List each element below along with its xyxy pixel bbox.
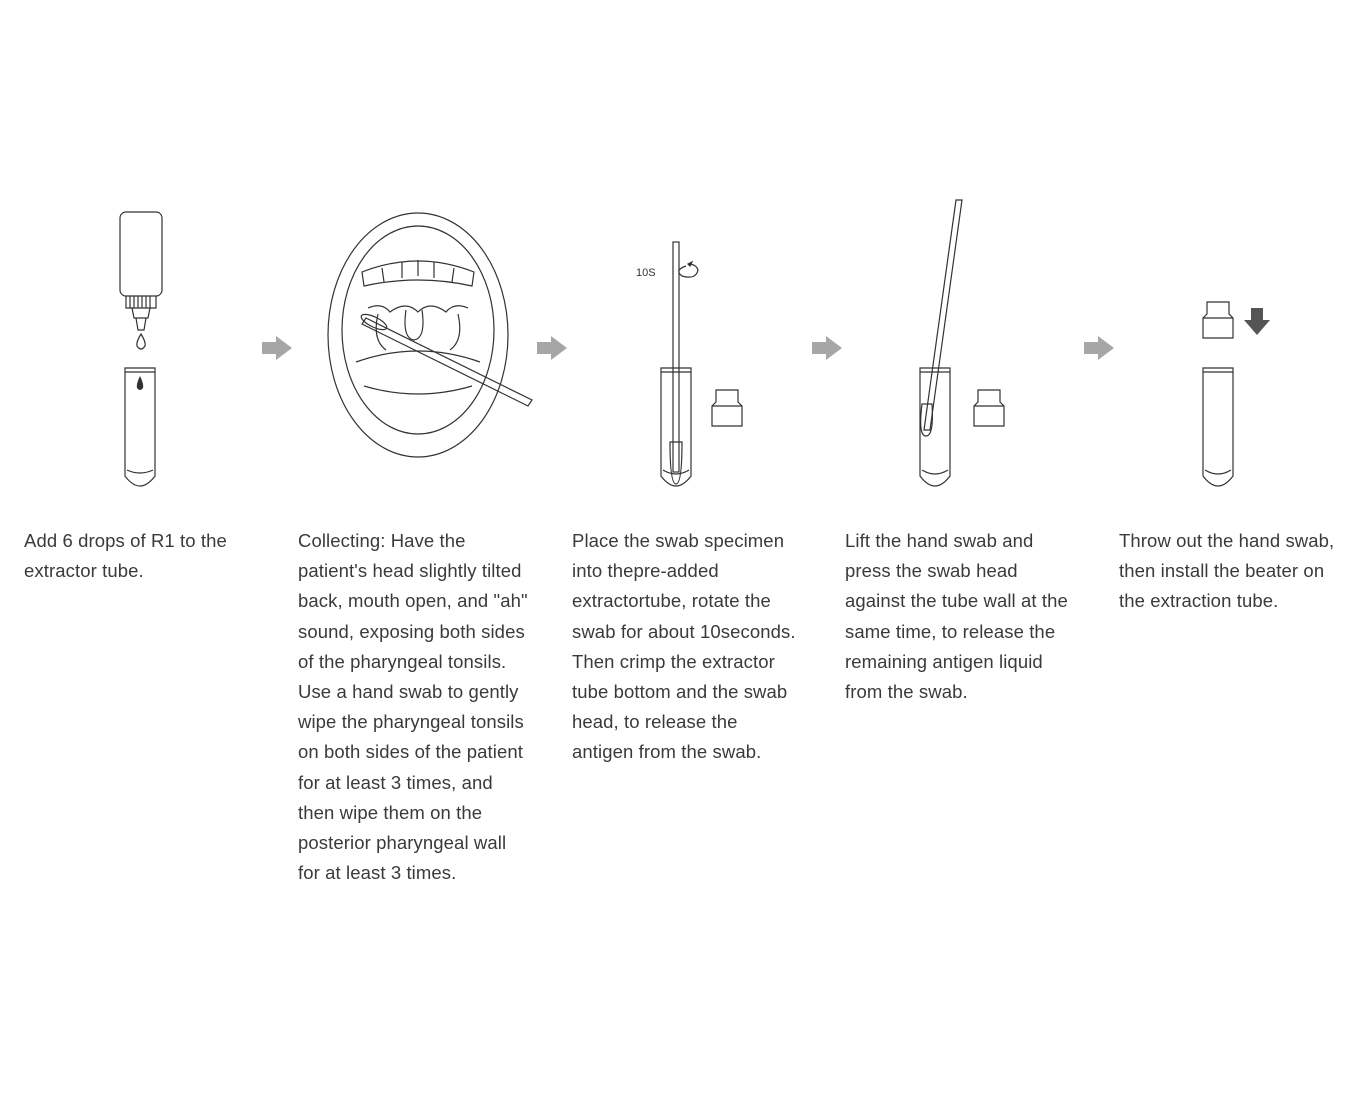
throat	[368, 306, 468, 312]
beater-cap	[712, 390, 742, 426]
mouth-inner	[342, 226, 494, 434]
extractor-tube	[661, 368, 691, 486]
rotation-label: 10S	[636, 267, 656, 279]
step-4-caption: Lift the hand swab and press the swab head against the tube wall at the same time, to release the remaining antigen liquid from the swab.	[845, 530, 1068, 703]
step-4-illustration	[900, 190, 1030, 500]
step-2-caption: Collecting: Have the patient's head slightly tilted back, mouth open, and "ah" sound, exposing both sides of the pharyngeal tonsils. Use a hand swab to gently wipe the pharyngeal tonsils on both sides of the patient for at least 3 times, and then wipe them on the posterior pharyngeal wall for at least 3 times.	[298, 530, 528, 884]
step-5-illustration	[1185, 190, 1295, 500]
step-3-caption: Place the swab specimen into thepre-added extractortube, rotate the swab for about 10seconds. Then crimp the extractor tube bottom and the swab head, to release the antigen from the swab.	[572, 530, 796, 763]
arrow-right-icon	[812, 336, 842, 365]
step-1-illustration	[100, 190, 190, 500]
rotation-arrow-icon	[679, 264, 698, 277]
step-3-illustration	[630, 190, 760, 500]
tongue	[356, 351, 480, 362]
lower-teeth	[364, 386, 472, 394]
step-2-illustration	[322, 190, 542, 470]
arrow-right-icon	[537, 336, 567, 365]
drop-icon	[137, 334, 145, 349]
swab-stick	[362, 318, 532, 406]
step-1-caption: Add 6 drops of R1 to the extractor tube.	[24, 530, 227, 582]
down-arrow-icon	[1244, 308, 1270, 335]
uvula	[405, 310, 423, 340]
lips-outer	[328, 213, 508, 457]
drop-in-tube-icon	[137, 376, 143, 390]
step-5-caption: Throw out the hand swab, then install the beater on the extraction tube.	[1119, 530, 1335, 612]
swab-head	[670, 442, 682, 484]
arrow-right-icon	[262, 336, 292, 365]
swab-stick	[924, 200, 962, 430]
dropper-tip	[136, 318, 146, 330]
swab-stick	[673, 242, 679, 472]
extractor-tube	[1203, 368, 1233, 486]
tonsil-right	[450, 314, 460, 350]
beater-cap	[1203, 302, 1233, 338]
dropper-bottle	[120, 212, 162, 296]
arrow-right-icon	[1084, 336, 1114, 365]
beater-cap	[974, 390, 1004, 426]
